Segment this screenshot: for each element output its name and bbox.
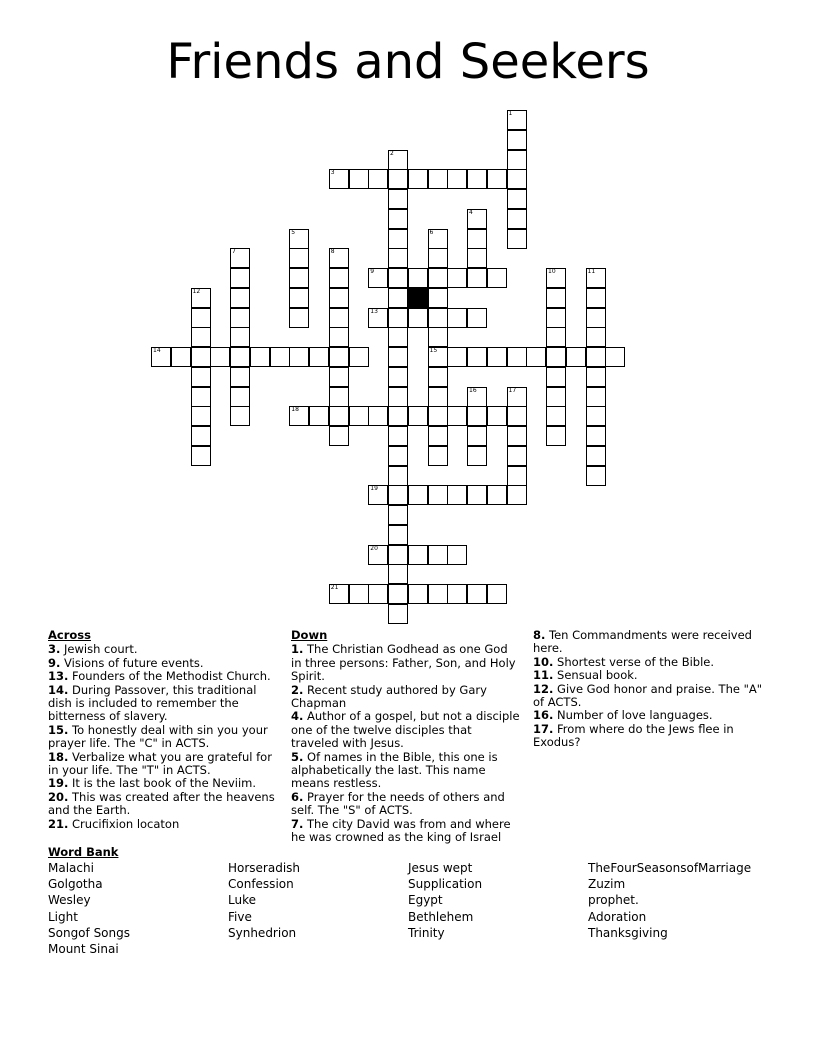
clue-text: The Christian Godhead as one God in three persons: Father, Son, and Holy Spirit.: [291, 642, 516, 684]
puzzle-title: Friends and Seekers: [166, 34, 650, 90]
clue-text: Number of love languages.: [553, 708, 713, 723]
cell-number: 5: [291, 228, 296, 236]
grid-cell[interactable]: [507, 426, 527, 446]
down-clues-continued: [533, 629, 765, 750]
cell-number: 2: [390, 149, 394, 157]
grid-cell[interactable]: [329, 288, 349, 308]
word-bank-entry: Synhedrion: [228, 925, 297, 940]
grid-cell[interactable]: [586, 268, 606, 288]
grid-cell[interactable]: [388, 545, 408, 565]
word-bank-entry: Golgotha: [48, 877, 103, 892]
word-bank-column: [48, 860, 130, 957]
clue-item: [48, 724, 276, 751]
grid-cell[interactable]: [368, 268, 388, 288]
grid-cell[interactable]: [467, 308, 487, 328]
grid-cell[interactable]: [230, 367, 250, 387]
grid-cell[interactable]: [408, 169, 428, 189]
clue-number: 2.: [291, 682, 304, 697]
grid-cell[interactable]: [388, 209, 408, 229]
grid-cell[interactable]: [586, 426, 606, 446]
word-bank-entry: prophet.: [588, 893, 639, 908]
word-bank-entry: Songof Songs: [48, 925, 130, 940]
clue-number: 3.: [48, 642, 61, 657]
grid-cell[interactable]: [349, 406, 369, 426]
word-bank-entry: TheFourSeasonsofMarriage: [588, 861, 752, 875]
grid-cell[interactable]: [447, 268, 467, 288]
grid-cell[interactable]: [230, 406, 250, 426]
cell-number: 7: [232, 248, 236, 256]
grid-cell[interactable]: [289, 288, 309, 308]
grid-cell[interactable]: [586, 387, 606, 407]
word-bank-entry: Five: [228, 909, 252, 924]
word-bank-entry: Mount Sinai: [48, 942, 119, 957]
clue-text: To honestly deal with sin you your prayer life. The "C" in ACTS.: [48, 722, 268, 751]
grid-cell[interactable]: [447, 545, 467, 565]
grid-cell[interactable]: [408, 308, 428, 328]
grid-cell[interactable]: [388, 268, 408, 288]
clue-item: [48, 751, 276, 778]
cell-number: 8: [330, 248, 335, 256]
clue-item: [48, 818, 276, 831]
grid-cell[interactable]: [428, 406, 448, 426]
grid-cell[interactable]: [309, 347, 329, 367]
grid-cell[interactable]: [191, 347, 211, 367]
grid-cell[interactable]: [526, 347, 546, 367]
grid-cell[interactable]: [191, 288, 211, 308]
clue-item: [533, 629, 765, 656]
grid-cell[interactable]: [329, 169, 349, 189]
grid-cell[interactable]: [230, 327, 250, 347]
grid-cell[interactable]: [507, 229, 527, 249]
word-bank-entry: Luke: [228, 893, 256, 908]
cell-number: 18: [291, 406, 299, 414]
grid-cell[interactable]: [428, 387, 448, 407]
clue-number: 10.: [533, 654, 554, 669]
grid-cell[interactable]: [408, 545, 428, 565]
grid-cell[interactable]: [546, 288, 566, 308]
grid-cell[interactable]: [546, 327, 566, 347]
grid-cell[interactable]: [388, 505, 408, 525]
clue-item: [291, 751, 521, 791]
grid-cell[interactable]: [428, 545, 448, 565]
clue-text: It is the last book of the Neviim.: [68, 776, 257, 791]
down-heading: Down: [291, 628, 328, 642]
grid-cell[interactable]: [546, 426, 566, 446]
word-bank-entry: Zuzim: [588, 877, 626, 892]
clue-item: [48, 791, 276, 818]
clue-text: Jewish court.: [60, 642, 138, 657]
grid-cell[interactable]: [191, 406, 211, 426]
grid-cell[interactable]: [388, 525, 408, 545]
grid-cell[interactable]: [447, 308, 467, 328]
clue-item: [291, 818, 521, 845]
word-bank-column: [408, 860, 482, 941]
clue-item: [533, 723, 765, 750]
grid-cell[interactable]: [428, 584, 448, 604]
cell-number: 9: [370, 268, 375, 275]
grid-cell[interactable]: [467, 248, 487, 268]
grid-cell[interactable]: [605, 347, 625, 367]
grid-cell[interactable]: [408, 268, 428, 288]
grid-cell[interactable]: [171, 347, 191, 367]
grid-cell[interactable]: [467, 268, 487, 288]
clue-item: [533, 669, 765, 682]
grid-cell[interactable]: [586, 367, 606, 387]
grid-cell[interactable]: [487, 584, 507, 604]
grid-cell[interactable]: [467, 584, 487, 604]
across-clues: [48, 629, 276, 831]
grid-cell[interactable]: [230, 387, 250, 407]
grid-cell[interactable]: [467, 406, 487, 426]
grid-cell[interactable]: [546, 268, 566, 288]
clue-number: 16.: [533, 708, 554, 723]
grid-cell[interactable]: [546, 347, 566, 367]
grid-cell[interactable]: [230, 248, 250, 268]
clue-number: 17.: [533, 721, 554, 736]
grid-cell[interactable]: [487, 485, 507, 505]
grid-cell[interactable]: [467, 229, 487, 249]
grid-cell[interactable]: [467, 209, 487, 229]
across-heading: Across: [48, 628, 91, 642]
clue-text: The city David was from and where he was crowned as the king of Israel: [291, 816, 511, 845]
grid-cell[interactable]: [388, 406, 408, 426]
clue-number: 4.: [291, 709, 304, 724]
grid-cell[interactable]: [507, 130, 527, 150]
clue-item: [533, 656, 765, 669]
grid-cell[interactable]: [507, 446, 527, 466]
grid-cell[interactable]: [428, 288, 448, 308]
grid-cell[interactable]: [428, 327, 448, 347]
grid-cell[interactable]: [428, 268, 448, 288]
word-bank-entry: Jesus wept: [408, 861, 473, 875]
cell-number: 3: [330, 169, 335, 177]
cell-number: 12: [192, 287, 201, 295]
clue-number: 5.: [291, 749, 304, 764]
grid-cell[interactable]: [388, 327, 408, 347]
word-bank-entry: Adoration: [588, 909, 647, 924]
grid-cell[interactable]: [487, 169, 507, 189]
grid-cell[interactable]: [447, 347, 467, 367]
grid-cell[interactable]: [467, 387, 487, 407]
grid-cell[interactable]: [368, 545, 388, 565]
clue-number: 11.: [533, 668, 554, 683]
clue-text: Crucifixion locaton: [68, 816, 180, 831]
word-bank-entry: Bethlehem: [408, 909, 474, 924]
grid-cell[interactable]: [388, 466, 408, 486]
grid-cell[interactable]: [210, 347, 230, 367]
grid-cell[interactable]: [586, 446, 606, 466]
clue-text: Author of a gospel, but not a disciple one of the twelve disciples that traveled with Jesus.: [291, 709, 520, 751]
clue-number: 20.: [48, 789, 69, 804]
word-bank-entry: Light: [48, 909, 78, 924]
cell-number: 13: [370, 307, 378, 315]
grid-cell[interactable]: [388, 308, 408, 328]
grid-cell[interactable]: [349, 169, 369, 189]
word-bank-entry: Confession: [228, 877, 294, 892]
cell-number: 14: [153, 347, 161, 354]
grid-cell[interactable]: [586, 466, 606, 486]
grid-cell[interactable]: [388, 288, 408, 308]
grid-cell[interactable]: [507, 150, 527, 170]
word-bank-entry: Wesley: [48, 893, 91, 908]
word-bank-entry: Thanksgiving: [588, 925, 668, 940]
grid-cell[interactable]: [309, 406, 329, 426]
clue-text: Prayer for the needs of others and self. The "S" of ACTS.: [291, 789, 505, 818]
word-bank-entry: Horseradish: [228, 861, 301, 875]
clue-number: 6.: [291, 789, 304, 804]
grid-cell[interactable]: [447, 169, 467, 189]
grid-cell[interactable]: [507, 189, 527, 209]
grid-cell[interactable]: [329, 406, 349, 426]
clue-item: [48, 643, 276, 656]
grid-cell[interactable]: [428, 347, 448, 367]
grid-cell[interactable]: [428, 367, 448, 387]
clue-number: 7.: [291, 816, 304, 831]
clue-text: Give God honor and praise. The "A" of ACTS.: [533, 681, 763, 710]
grid-cell[interactable]: [388, 347, 408, 367]
cell-number: 1: [508, 110, 513, 117]
grid-cell[interactable]: [230, 347, 250, 367]
grid-cell[interactable]: [368, 584, 388, 604]
grid-cell[interactable]: [289, 248, 309, 268]
grid-cell[interactable]: [447, 406, 467, 426]
clue-number: 14.: [48, 682, 69, 697]
grid-cell[interactable]: [191, 387, 211, 407]
down-clues: [291, 629, 521, 845]
grid-cell[interactable]: [230, 268, 250, 288]
grid-cell[interactable]: [487, 406, 507, 426]
grid-cell[interactable]: [507, 387, 527, 407]
cell-number: 19: [370, 485, 378, 493]
grid-cell[interactable]: [368, 485, 388, 505]
grid-cell[interactable]: [467, 426, 487, 446]
grid-cell[interactable]: [428, 426, 448, 446]
word-bank-entry: Malachi: [48, 861, 94, 875]
grid-cell[interactable]: [507, 347, 527, 367]
grid-cell[interactable]: [388, 485, 408, 505]
grid-cell[interactable]: [388, 189, 408, 209]
grid-cell[interactable]: [507, 466, 527, 486]
grid-cell[interactable]: [329, 347, 349, 367]
cell-number: 16: [469, 386, 477, 394]
grid-cell[interactable]: [329, 426, 349, 446]
clue-text: From where do the Jews flee in Exodus?: [533, 721, 734, 750]
clue-number: 18.: [48, 749, 69, 764]
grid-cell[interactable]: [349, 347, 369, 367]
grid-cell[interactable]: [467, 485, 487, 505]
word-bank-heading: Word Bank: [48, 845, 119, 859]
grid-cell[interactable]: [388, 446, 408, 466]
grid-cell[interactable]: [230, 308, 250, 328]
clue-number: 1.: [291, 642, 304, 657]
grid-cell[interactable]: [507, 485, 527, 505]
clue-number: 8.: [533, 628, 546, 642]
grid-cell[interactable]: [270, 347, 290, 367]
grid-cell[interactable]: [329, 367, 349, 387]
grid-cell[interactable]: [487, 347, 507, 367]
grid-cell[interactable]: [428, 446, 448, 466]
grid-cell[interactable]: [546, 387, 566, 407]
clue-text: This was created after the heavens and the Earth.: [48, 789, 275, 818]
clue-number: 12.: [533, 681, 554, 696]
cell-number: 10: [548, 268, 556, 275]
word-bank-column: [588, 860, 751, 941]
cell-number: 6: [429, 228, 434, 236]
clue-number: 21.: [48, 816, 69, 831]
grid-cell[interactable]: [586, 288, 606, 308]
grid-cell[interactable]: [250, 347, 270, 367]
grid-cell[interactable]: [191, 327, 211, 347]
grid-cell[interactable]: [289, 308, 309, 328]
clue-text: Verbalize what you are grateful for in your life. The "T" in ACTS.: [48, 749, 272, 778]
clue-text: Visions of future events.: [60, 655, 204, 670]
grid-cell[interactable]: [388, 367, 408, 387]
grid-cell[interactable]: [388, 564, 408, 584]
clue-item: [48, 777, 276, 790]
clue-item: [533, 709, 765, 722]
grid-cell[interactable]: [329, 584, 349, 604]
clue-number: 13.: [48, 669, 69, 684]
grid-cell[interactable]: [388, 248, 408, 268]
grid-cell[interactable]: [507, 169, 527, 189]
blocked-cell: [408, 288, 428, 308]
clue-item: [48, 670, 276, 683]
grid-cell[interactable]: [467, 347, 487, 367]
grid-cell[interactable]: [388, 604, 408, 624]
grid-cell[interactable]: [428, 308, 448, 328]
cell-number: 20: [370, 544, 378, 552]
grid-cell[interactable]: [191, 308, 211, 328]
grid-cell[interactable]: [428, 169, 448, 189]
grid-cell[interactable]: [368, 169, 388, 189]
grid-cell[interactable]: [507, 209, 527, 229]
grid-cell[interactable]: [368, 308, 388, 328]
grid-cell[interactable]: [289, 347, 309, 367]
grid-cell[interactable]: [289, 268, 309, 288]
grid-cell[interactable]: [388, 229, 408, 249]
clue-text: Shortest verse of the Bible.: [553, 654, 715, 669]
word-bank-entry: Supplication: [408, 877, 483, 892]
clue-item: [533, 683, 765, 710]
clue-item: [48, 684, 276, 724]
grid-cell[interactable]: [428, 248, 448, 268]
grid-cell[interactable]: [546, 406, 566, 426]
grid-cell[interactable]: [191, 446, 211, 466]
grid-cell[interactable]: [408, 406, 428, 426]
grid-cell[interactable]: [368, 406, 388, 426]
clue-number: 19.: [48, 776, 69, 791]
grid-cell[interactable]: [507, 406, 527, 426]
grid-cell[interactable]: [586, 327, 606, 347]
clue-number: 9.: [48, 655, 61, 670]
cell-number: 21: [330, 584, 339, 591]
grid-cell[interactable]: [191, 367, 211, 387]
grid-cell[interactable]: [408, 485, 428, 505]
grid-cell[interactable]: [289, 229, 309, 249]
clue-text: During Passover, this traditional dish is included to remember the bitterness of slavery.: [48, 682, 257, 724]
clue-number: 15.: [48, 722, 69, 737]
clue-item: [291, 684, 521, 711]
grid-cell[interactable]: [289, 406, 309, 426]
grid-cell[interactable]: [467, 169, 487, 189]
word-bank-entry: Trinity: [408, 925, 445, 940]
word-bank-column: [228, 860, 300, 941]
grid-cell[interactable]: [546, 367, 566, 387]
grid-cell[interactable]: [447, 584, 467, 604]
grid-cell[interactable]: [230, 288, 250, 308]
word-bank-entry: Egypt: [408, 893, 443, 908]
grid-cell[interactable]: [329, 387, 349, 407]
grid-cell[interactable]: [507, 110, 527, 130]
grid-cell[interactable]: [151, 347, 171, 367]
clue-text: Founders of the Methodist Church.: [68, 669, 271, 684]
grid-cell[interactable]: [329, 308, 349, 328]
grid-cell[interactable]: [349, 584, 369, 604]
grid-cell[interactable]: [447, 485, 467, 505]
grid-cell[interactable]: [329, 248, 349, 268]
grid-cell[interactable]: [586, 406, 606, 426]
grid-cell[interactable]: [586, 347, 606, 367]
grid-cell[interactable]: [408, 584, 428, 604]
grid-cell[interactable]: [388, 584, 408, 604]
clue-item: [48, 657, 276, 670]
cell-number: 17: [508, 386, 517, 394]
grid-cell[interactable]: [388, 169, 408, 189]
clue-item: [291, 791, 521, 818]
clue-item: [291, 710, 521, 750]
clue-text: Ten Commandments were received here.: [533, 628, 752, 656]
grid-cell[interactable]: [546, 308, 566, 328]
clue-text: Sensual book.: [553, 668, 638, 683]
grid-cell[interactable]: [428, 485, 448, 505]
grid-cell[interactable]: [191, 426, 211, 446]
clue-text: Recent study authored by Gary Chapman: [291, 682, 487, 711]
clue-item: [291, 643, 521, 683]
cell-number: 11: [587, 268, 596, 275]
grid-cell[interactable]: [566, 347, 586, 367]
clue-text: Of names in the Bible, this one is alphabetically the last. This name means restless.: [291, 749, 498, 791]
grid-cell[interactable]: [428, 229, 448, 249]
grid-cell[interactable]: [388, 387, 408, 407]
grid-cell[interactable]: [388, 426, 408, 446]
grid-cell[interactable]: [586, 308, 606, 328]
cell-number: 15: [429, 347, 438, 354]
grid-cell[interactable]: [487, 268, 507, 288]
grid-cell[interactable]: [329, 268, 349, 288]
grid-cell[interactable]: [388, 150, 408, 170]
grid-cell[interactable]: [467, 446, 487, 466]
grid-cell[interactable]: [329, 327, 349, 347]
cell-number: 4: [469, 208, 473, 216]
